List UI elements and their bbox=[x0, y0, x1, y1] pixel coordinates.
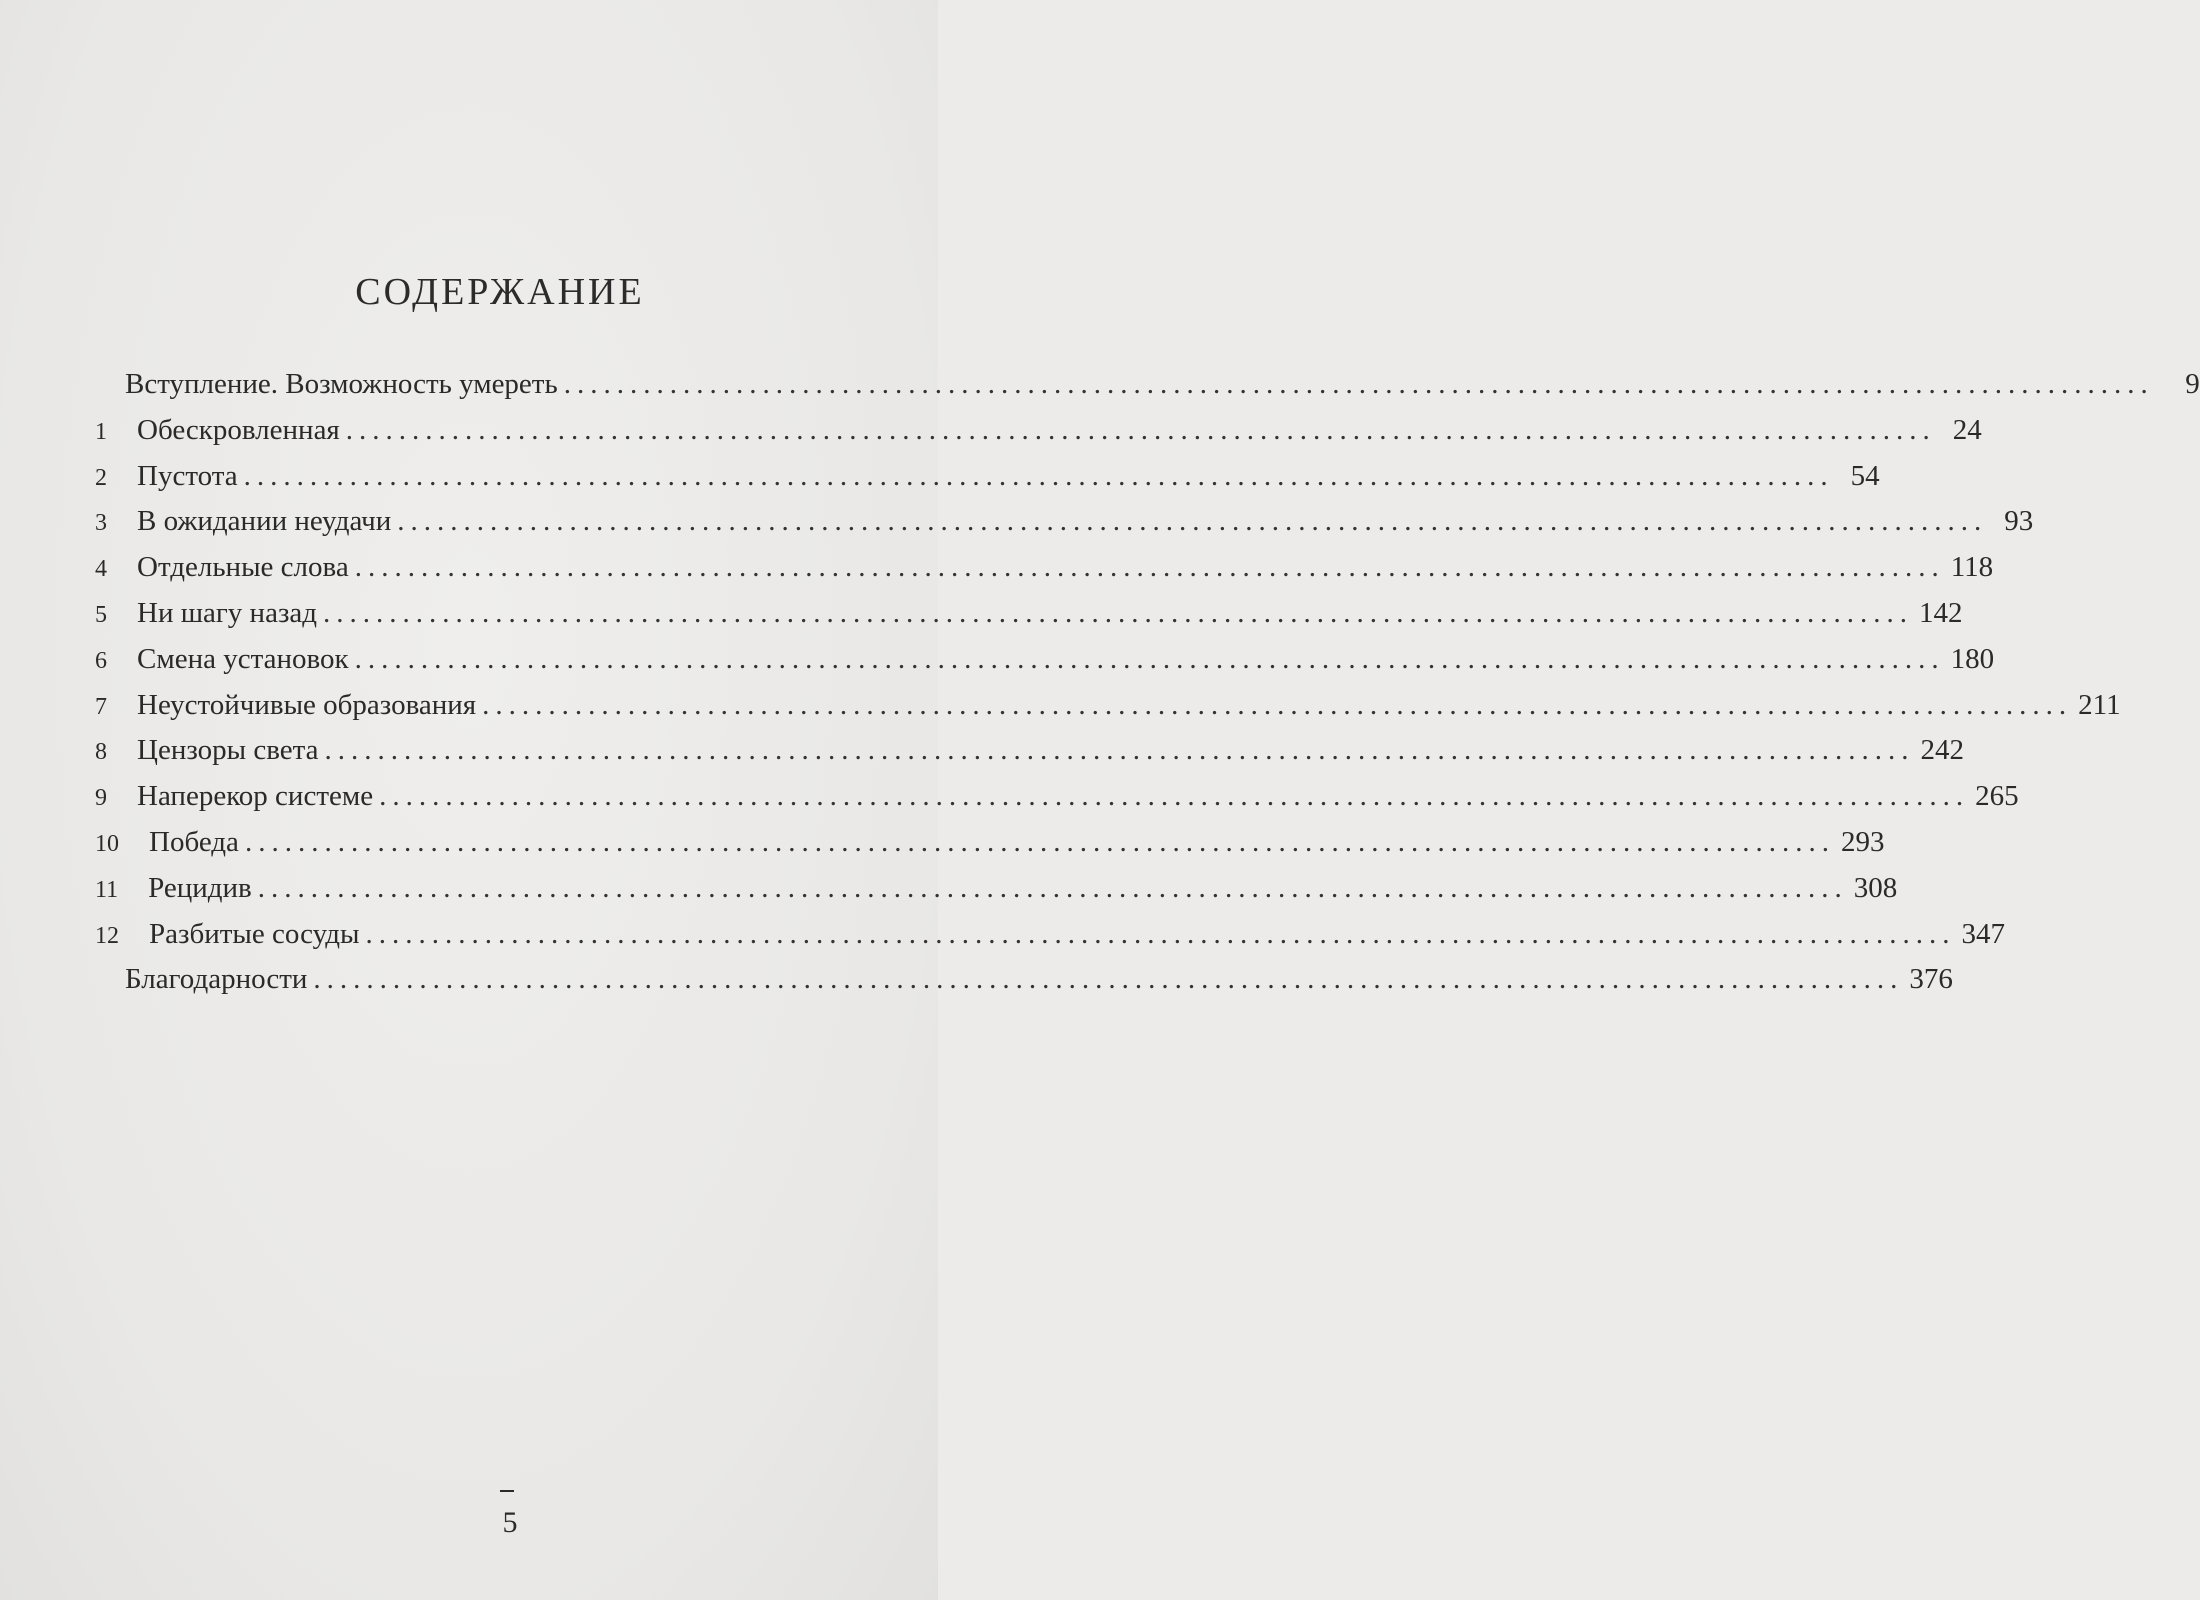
toc-entry-page: 180 bbox=[1950, 642, 1995, 675]
toc-entry-page: 211 bbox=[2078, 688, 2121, 721]
toc-entry-title: Вступление. Возможность умереть bbox=[125, 368, 558, 400]
toc-entry-title: Неустойчивые образования bbox=[137, 688, 477, 721]
toc-leader-dots: ........................................................................................................................ bbox=[324, 734, 1915, 767]
toc-entry-title: Обескровленная bbox=[137, 413, 340, 446]
toc-entry-number: 9 bbox=[95, 785, 107, 812]
toc-entry-page: 54 bbox=[1850, 459, 1880, 492]
toc-entry-page: 118 bbox=[1950, 551, 1994, 584]
toc-entry-number: 7 bbox=[95, 693, 107, 720]
toc-leader-dots: ........................................................................................................................ bbox=[313, 963, 1904, 996]
toc-entry bbox=[95, 688, 2121, 735]
toc-entry-page: 265 bbox=[1975, 780, 2019, 813]
toc-leader-dots: ........................................................................................................................ bbox=[244, 825, 1835, 858]
toc-entry-page: 347 bbox=[1961, 917, 2006, 950]
toc-entry-number: 11 bbox=[95, 876, 119, 903]
toc-entry bbox=[95, 551, 1994, 597]
toc-entry-number: 2 bbox=[95, 464, 107, 491]
toc-entry-number: 12 bbox=[95, 922, 119, 949]
toc-entry bbox=[95, 825, 1885, 872]
toc-leader-dots: ........................................................................................................................ bbox=[379, 780, 1970, 813]
toc-entry-page: 308 bbox=[1853, 871, 1898, 904]
toc-leader-dots: ........................................................................................................................ bbox=[257, 871, 1848, 904]
toc-entry bbox=[95, 505, 2034, 551]
footer-page-number: 5 bbox=[502, 1506, 518, 1539]
toc-entry-page: 9 bbox=[2185, 368, 2200, 400]
toc-entry-number: 4 bbox=[95, 556, 107, 583]
toc-entry bbox=[95, 459, 1880, 506]
toc-entry-title: Победа bbox=[149, 825, 239, 858]
table-of-contents bbox=[95, 368, 2200, 1009]
toc-entry-page: 142 bbox=[1919, 596, 1963, 629]
toc-entry-number: 6 bbox=[95, 647, 107, 674]
toc-entry-page: 24 bbox=[1952, 413, 1982, 446]
toc-entry-title: Разбитые сосуды bbox=[149, 917, 360, 950]
toc-entry-title: Пустота bbox=[137, 459, 238, 492]
toc-entry-page: 293 bbox=[1840, 825, 1885, 858]
toc-entry-title: Ни шагу назад bbox=[137, 596, 318, 629]
toc-entry-title: Отдельные слова bbox=[137, 551, 349, 584]
toc-leader-dots: ........................................................................................................................ bbox=[563, 368, 2154, 400]
toc-leader-dots: ........................................................................................................................ bbox=[323, 596, 1914, 629]
toc-entry-number: 3 bbox=[95, 510, 107, 537]
toc-leader-dots: ........................................................................................................................ bbox=[397, 505, 1988, 538]
toc-entry bbox=[95, 871, 1898, 918]
toc-entry-title: Рецидив bbox=[148, 871, 252, 904]
toc-leader-dots: ........................................................................................................................ bbox=[354, 551, 1945, 584]
toc-entry-title: Наперекор системе bbox=[137, 780, 374, 813]
toc-leader-dots: ........................................................................................................................ bbox=[345, 413, 1936, 446]
toc-entry-title: Смена установок bbox=[137, 642, 349, 675]
footer-dash bbox=[500, 1490, 514, 1492]
toc-entry-page: 93 bbox=[2004, 505, 2034, 538]
toc-entry bbox=[95, 734, 1965, 780]
toc-entry bbox=[95, 963, 1953, 1009]
toc-entry-number: 5 bbox=[95, 601, 107, 628]
toc-entry bbox=[95, 368, 2200, 414]
toc-entry bbox=[95, 642, 1995, 689]
toc-entry-number: 10 bbox=[95, 830, 119, 857]
toc-entry-number: 8 bbox=[95, 739, 107, 766]
toc-entry-page: 376 bbox=[1909, 963, 1953, 996]
toc-entry-number: 1 bbox=[95, 418, 107, 445]
page-title: СОДЕРЖАНИЕ bbox=[355, 271, 645, 313]
toc-leader-dots: ........................................................................................................................ bbox=[482, 688, 2073, 721]
toc-entry bbox=[95, 917, 2006, 964]
toc-leader-dots: ........................................................................................................................ bbox=[354, 642, 1945, 675]
toc-leader-dots: ........................................................................................................................ bbox=[243, 459, 1834, 492]
toc-entry-title: В ожидании неудачи bbox=[137, 505, 392, 538]
toc-leader-dots: ........................................................................................................................ bbox=[365, 917, 1956, 950]
toc-entry-page: 242 bbox=[1920, 734, 1965, 767]
toc-entry-title: Благодарности bbox=[125, 963, 308, 996]
toc-entry-title: Цензоры света bbox=[137, 734, 319, 767]
toc-entry bbox=[95, 780, 2019, 826]
toc-entry bbox=[95, 596, 1963, 643]
toc-entry bbox=[95, 413, 1982, 460]
